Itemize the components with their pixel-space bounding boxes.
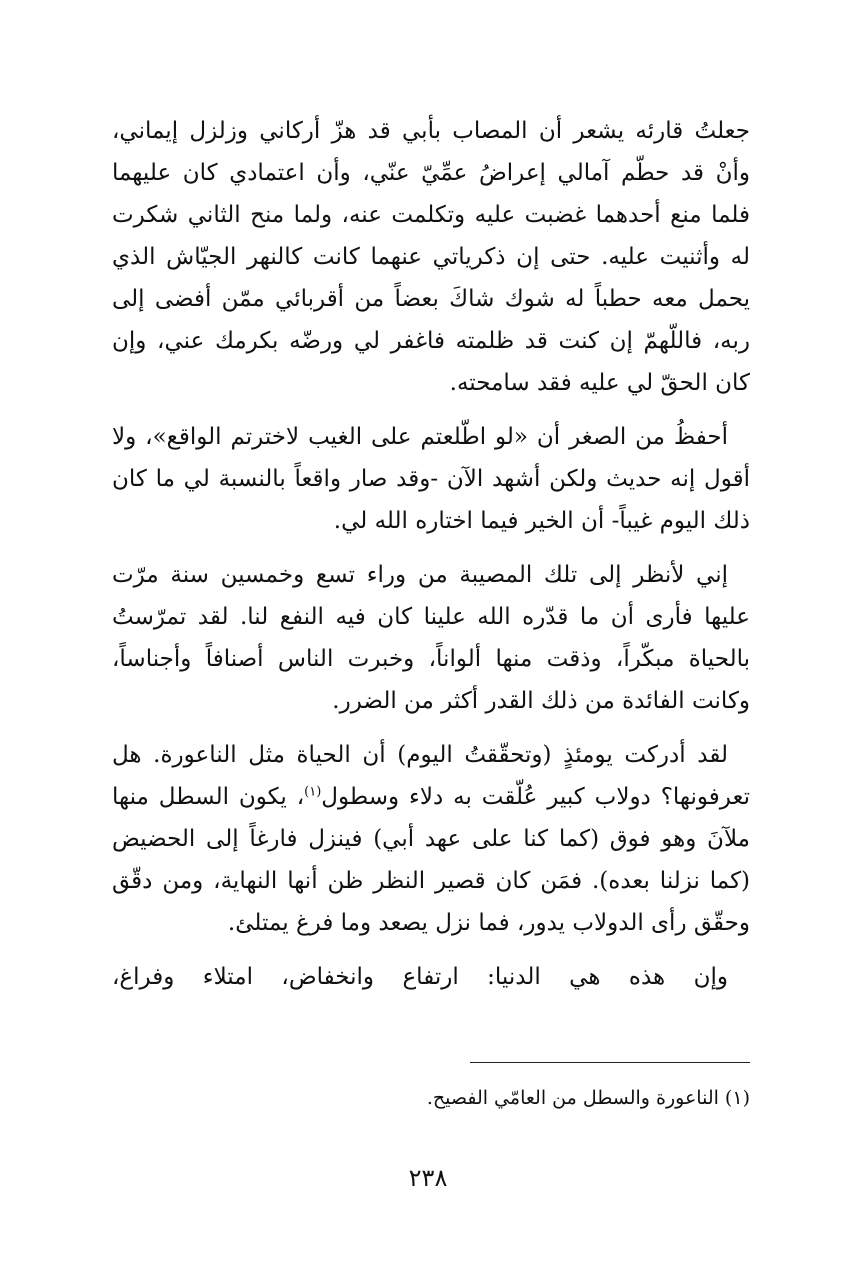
footnote-divider	[470, 1062, 750, 1063]
page-number: ٢٣٨	[408, 1164, 448, 1192]
paragraph-2: أحفظُ من الصغر أن «لو اطّلعتم على الغيب لاخترتم الواقع»، ولا أقول إنه حديث ولكن أشهد الآن -وقد صار واقعاً بالنسبة لي ما كان ذلك اليوم غيباً- أن الخير فيما اختاره الله لي.	[112, 424, 750, 534]
paragraph-4-start: لقد أدركت يومئذٍ (وتحقّقتُ اليوم) أن الحياة مثل الناعورة. هل تعرفونها؟ دولاب كبير عُلّقت به دلاء وسطول	[112, 742, 750, 810]
footnote: (١) الناعورة والسطل من العامّي الفصيح.	[426, 1087, 750, 1109]
page-body	[112, 110, 750, 998]
paragraph-3: إني لأنظر إلى تلك المصيبة من وراء تسع وخمسين سنة مرّت عليها فأرى أن ما قدّره الله علينا كان فيه النفع لنا. لقد تمرّستُ بالحياة مبكّراً، وذقت منها ألواناً، وخبرت الناس أصنافاً وأجناساً، وكانت الفائدة من ذلك القدر أكثر من الضرر.	[112, 562, 750, 714]
footnote-marker: (١)	[304, 784, 322, 800]
paragraph-4	[112, 734, 750, 944]
paragraph-1: جعلتُ قارئه يشعر أن المصاب بأبي قد هزّ أركاني وزلزل إيماني، وأنْ قد حطّم آمالي إعراضُ عمِّيّ عنّي، وأن اعتمادي كان عليهما فلما منع أحدهما غضبت عليه وتكلمت عنه، ولما منح الثاني شكرت له وأثنيت عليه. حتى إن ذكرياتي عنهما كانت كالنهر الجيّاش الذي يحمل معه حطباً له شوك شاكَ بعضاً من أقربائي ممّن أفضى إلى ربه، فاللّهمّ إن كنت قد ظلمته فاغفر لي ورضّه بكرمك عني، وإن كان الحقّ لي عليه فقد سامحته.	[112, 118, 750, 396]
paragraph-5: وإن هذه هي الدنيا: ارتفاع وانخفاض، امتلاء وفراغ،	[112, 964, 728, 990]
paragraph-4-rest: ، يكون السطل منها ملآنَ وهو فوق (كما كنا على عهد أبي) فينزل فارغاً إلى الحضيض (كما نزلنا بعده). فمَن كان قصير النظر ظن أنها النهاية، ومن دقّق وحقّق رأى الدولاب يدور، فما نزل يصعد وما فرغ يمتلئ.	[112, 784, 750, 936]
